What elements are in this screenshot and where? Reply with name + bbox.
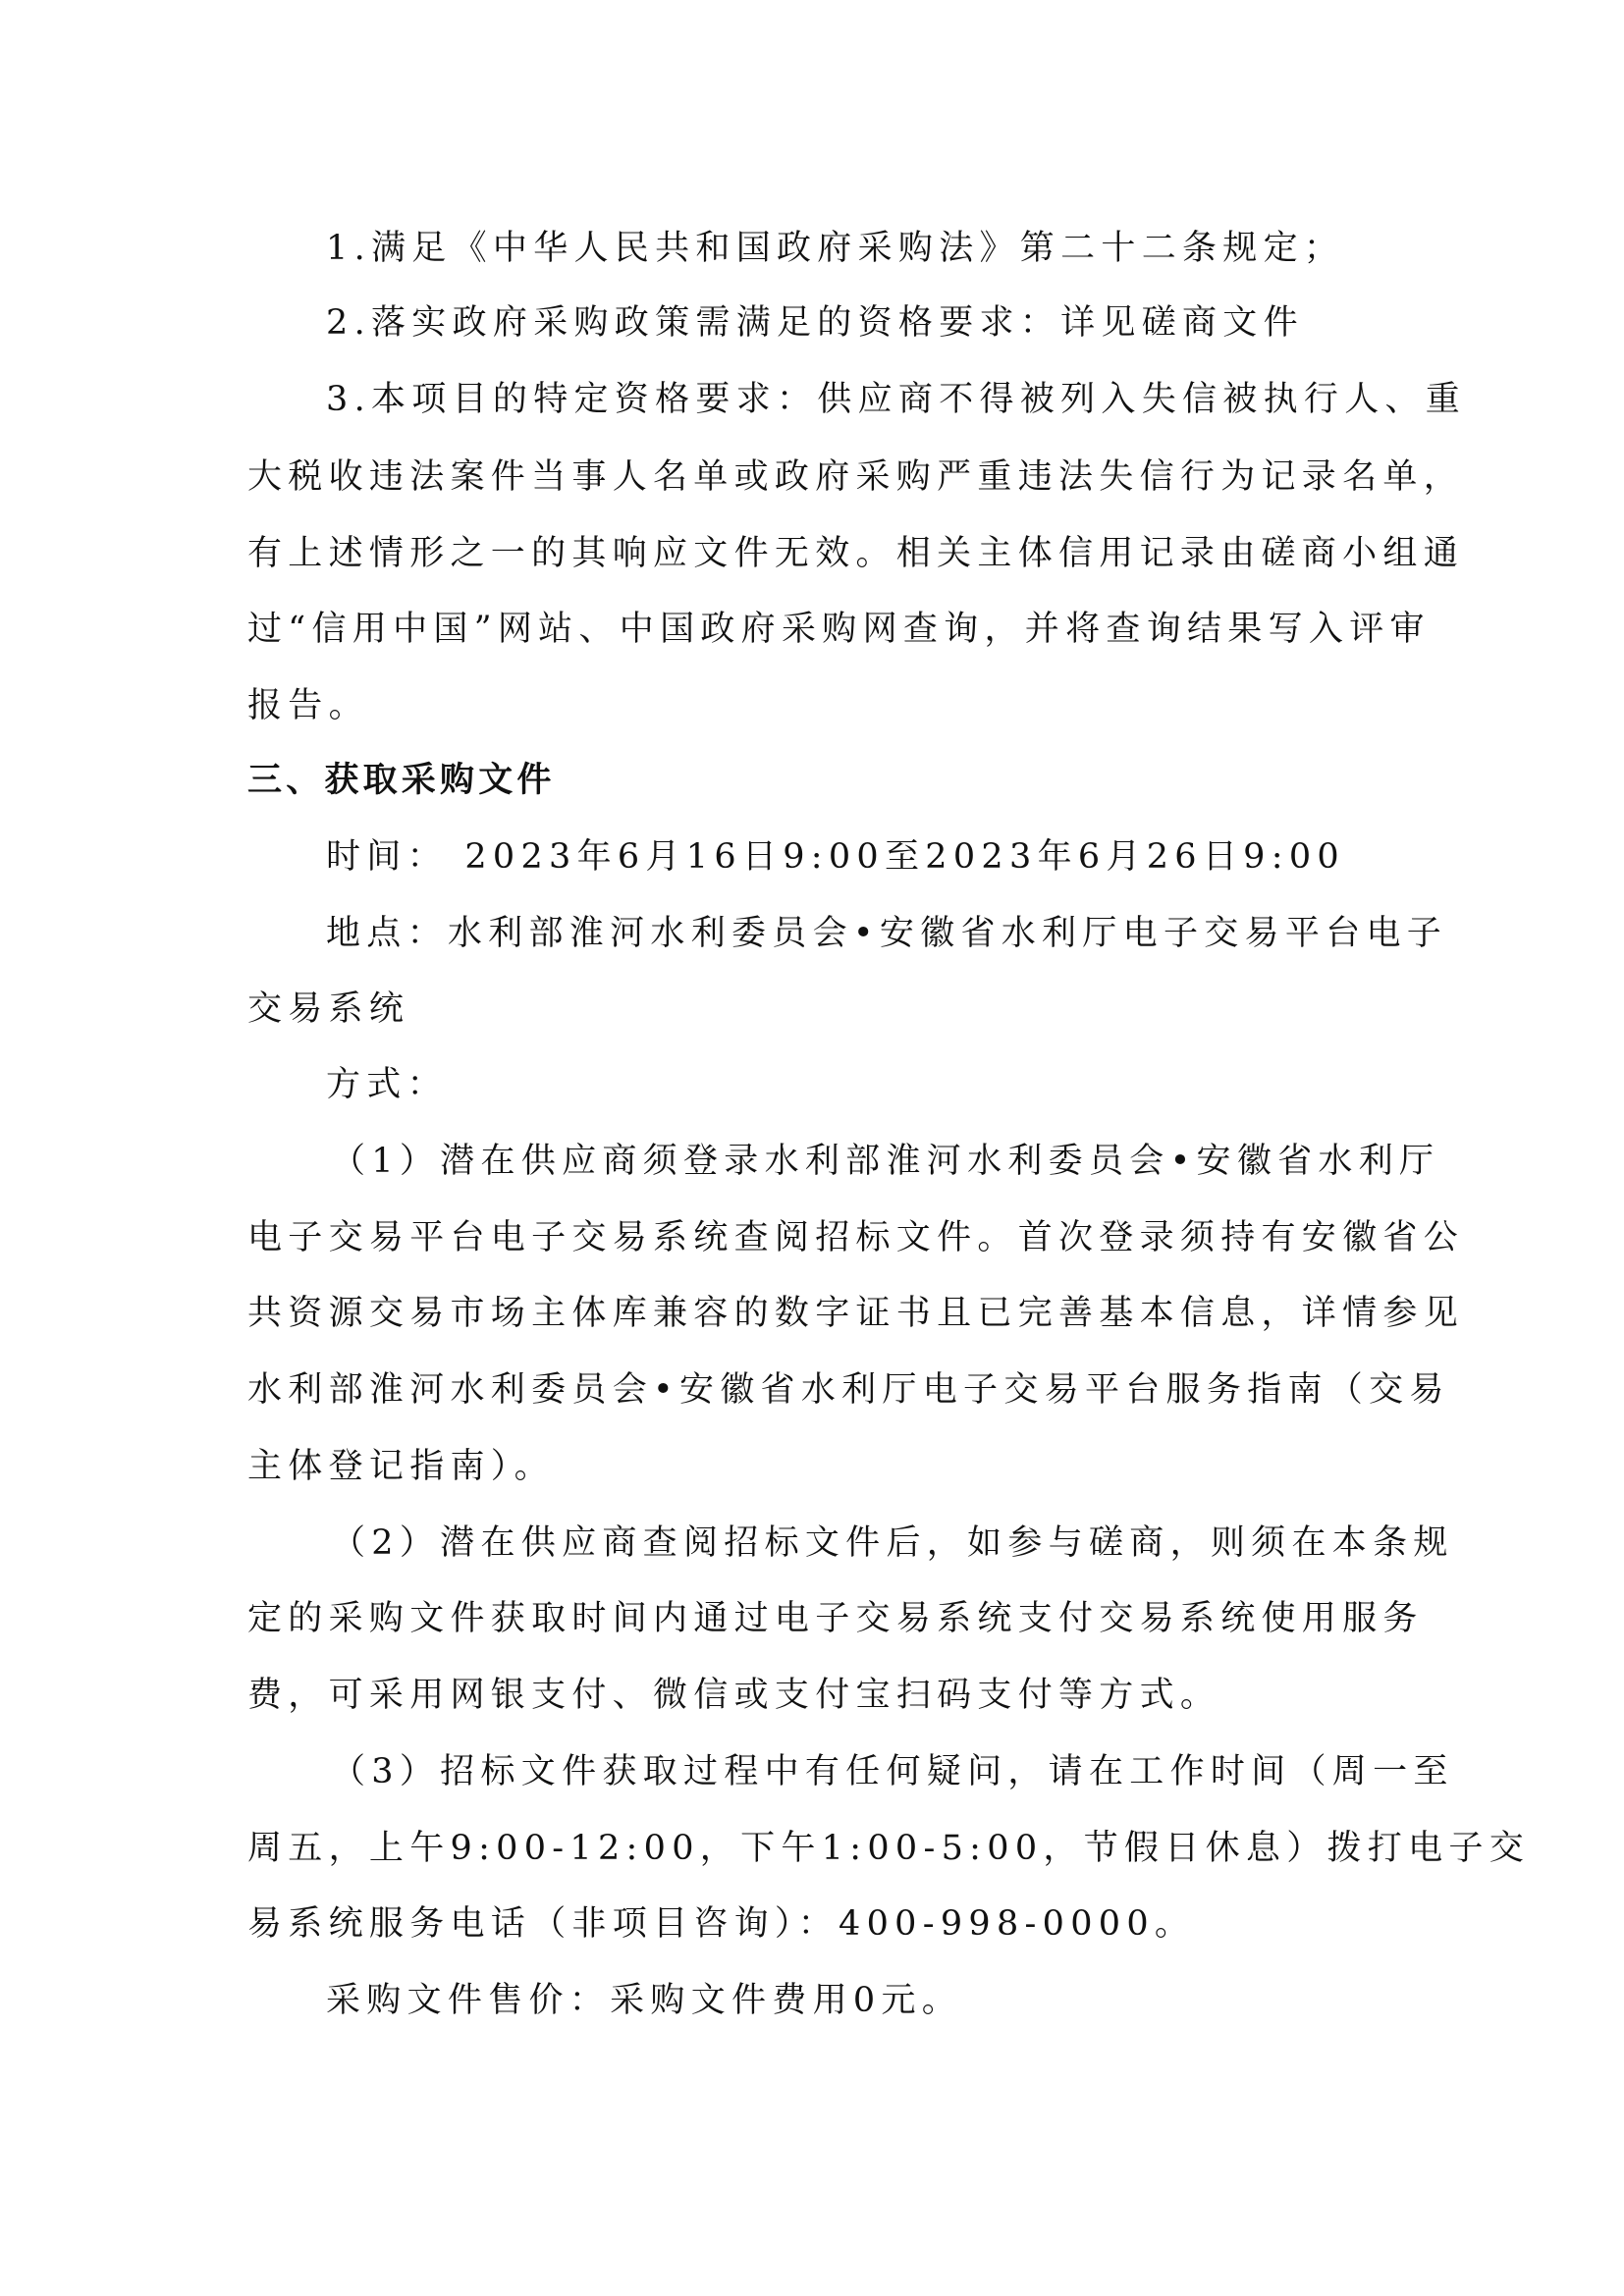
method-2-line: 费，可采用网银支付、微信或支付宝扫码支付等方式。	[247, 1676, 1221, 1715]
method-label: 方式：	[326, 1065, 448, 1104]
method-1-line: 水利部淮河水利委员会•安徽省水利厅电子交易平台服务指南（交易	[247, 1370, 1450, 1410]
qualification-item-3-line: 有上述情形之一的其响应文件无效。相关主体信用记录由磋商小组通	[247, 534, 1465, 573]
acquisition-location-line: 交易系统	[247, 989, 410, 1029]
method-1-line: （1）潜在供应商须登录水利部淮河水利委员会•安徽省水利厅	[331, 1142, 1440, 1181]
acquisition-time: 时间： 2023年6月16日9:00至2023年6月26日9:00	[326, 837, 1345, 877]
method-3-line: （3）招标文件获取过程中有任何疑问，请在工作时间（周一至	[331, 1752, 1454, 1791]
qualification-item-3-line: 过“信用中国”网站、中国政府采购网查询，并将查询结果写入评审	[247, 610, 1431, 649]
section-heading: 三、获取采购文件	[247, 760, 556, 800]
method-1-line: 主体登记指南）。	[247, 1447, 555, 1486]
qualification-item-1: 1.满足《中华人民共和国政府采购法》第二十二条规定；	[326, 229, 1345, 268]
acquisition-location-line: 地点：水利部淮河水利委员会•安徽省水利厅电子交易平台电子	[326, 914, 1448, 953]
qualification-item-3-line: 3.本项目的特定资格要求：供应商不得被列入失信被执行人、重	[326, 380, 1467, 419]
method-1-line: 共资源交易市场主体库兼容的数字证书且已完善基本信息，详情参见	[247, 1294, 1465, 1333]
method-1-line: 电子交易平台电子交易系统查阅招标文件。首次登录须持有安徽省公	[247, 1218, 1465, 1257]
qualification-item-2: 2.落实政府采购政策需满足的资格要求：详见磋商文件	[326, 303, 1304, 343]
method-2-line: （2）潜在供应商查阅招标文件后，如参与磋商，则须在本条规	[331, 1523, 1454, 1563]
method-3-line: 易系统服务电话（非项目咨询）：400-998-0000。	[247, 1904, 1196, 1944]
qualification-item-3-line: 大税收违法案件当事人名单或政府采购严重违法失信行为记录名单，	[247, 457, 1465, 497]
method-2-line: 定的采购文件获取时间内通过电子交易系统支付交易系统使用服务	[247, 1599, 1424, 1638]
document-price: 采购文件售价：采购文件费用0元。	[326, 1981, 963, 2020]
qualification-item-3-line: 报告。	[247, 686, 369, 725]
method-3-line: 周五，上午9:00-12:00，下午1:00-5:00，节假日休息）拨打电子交	[247, 1829, 1531, 1868]
